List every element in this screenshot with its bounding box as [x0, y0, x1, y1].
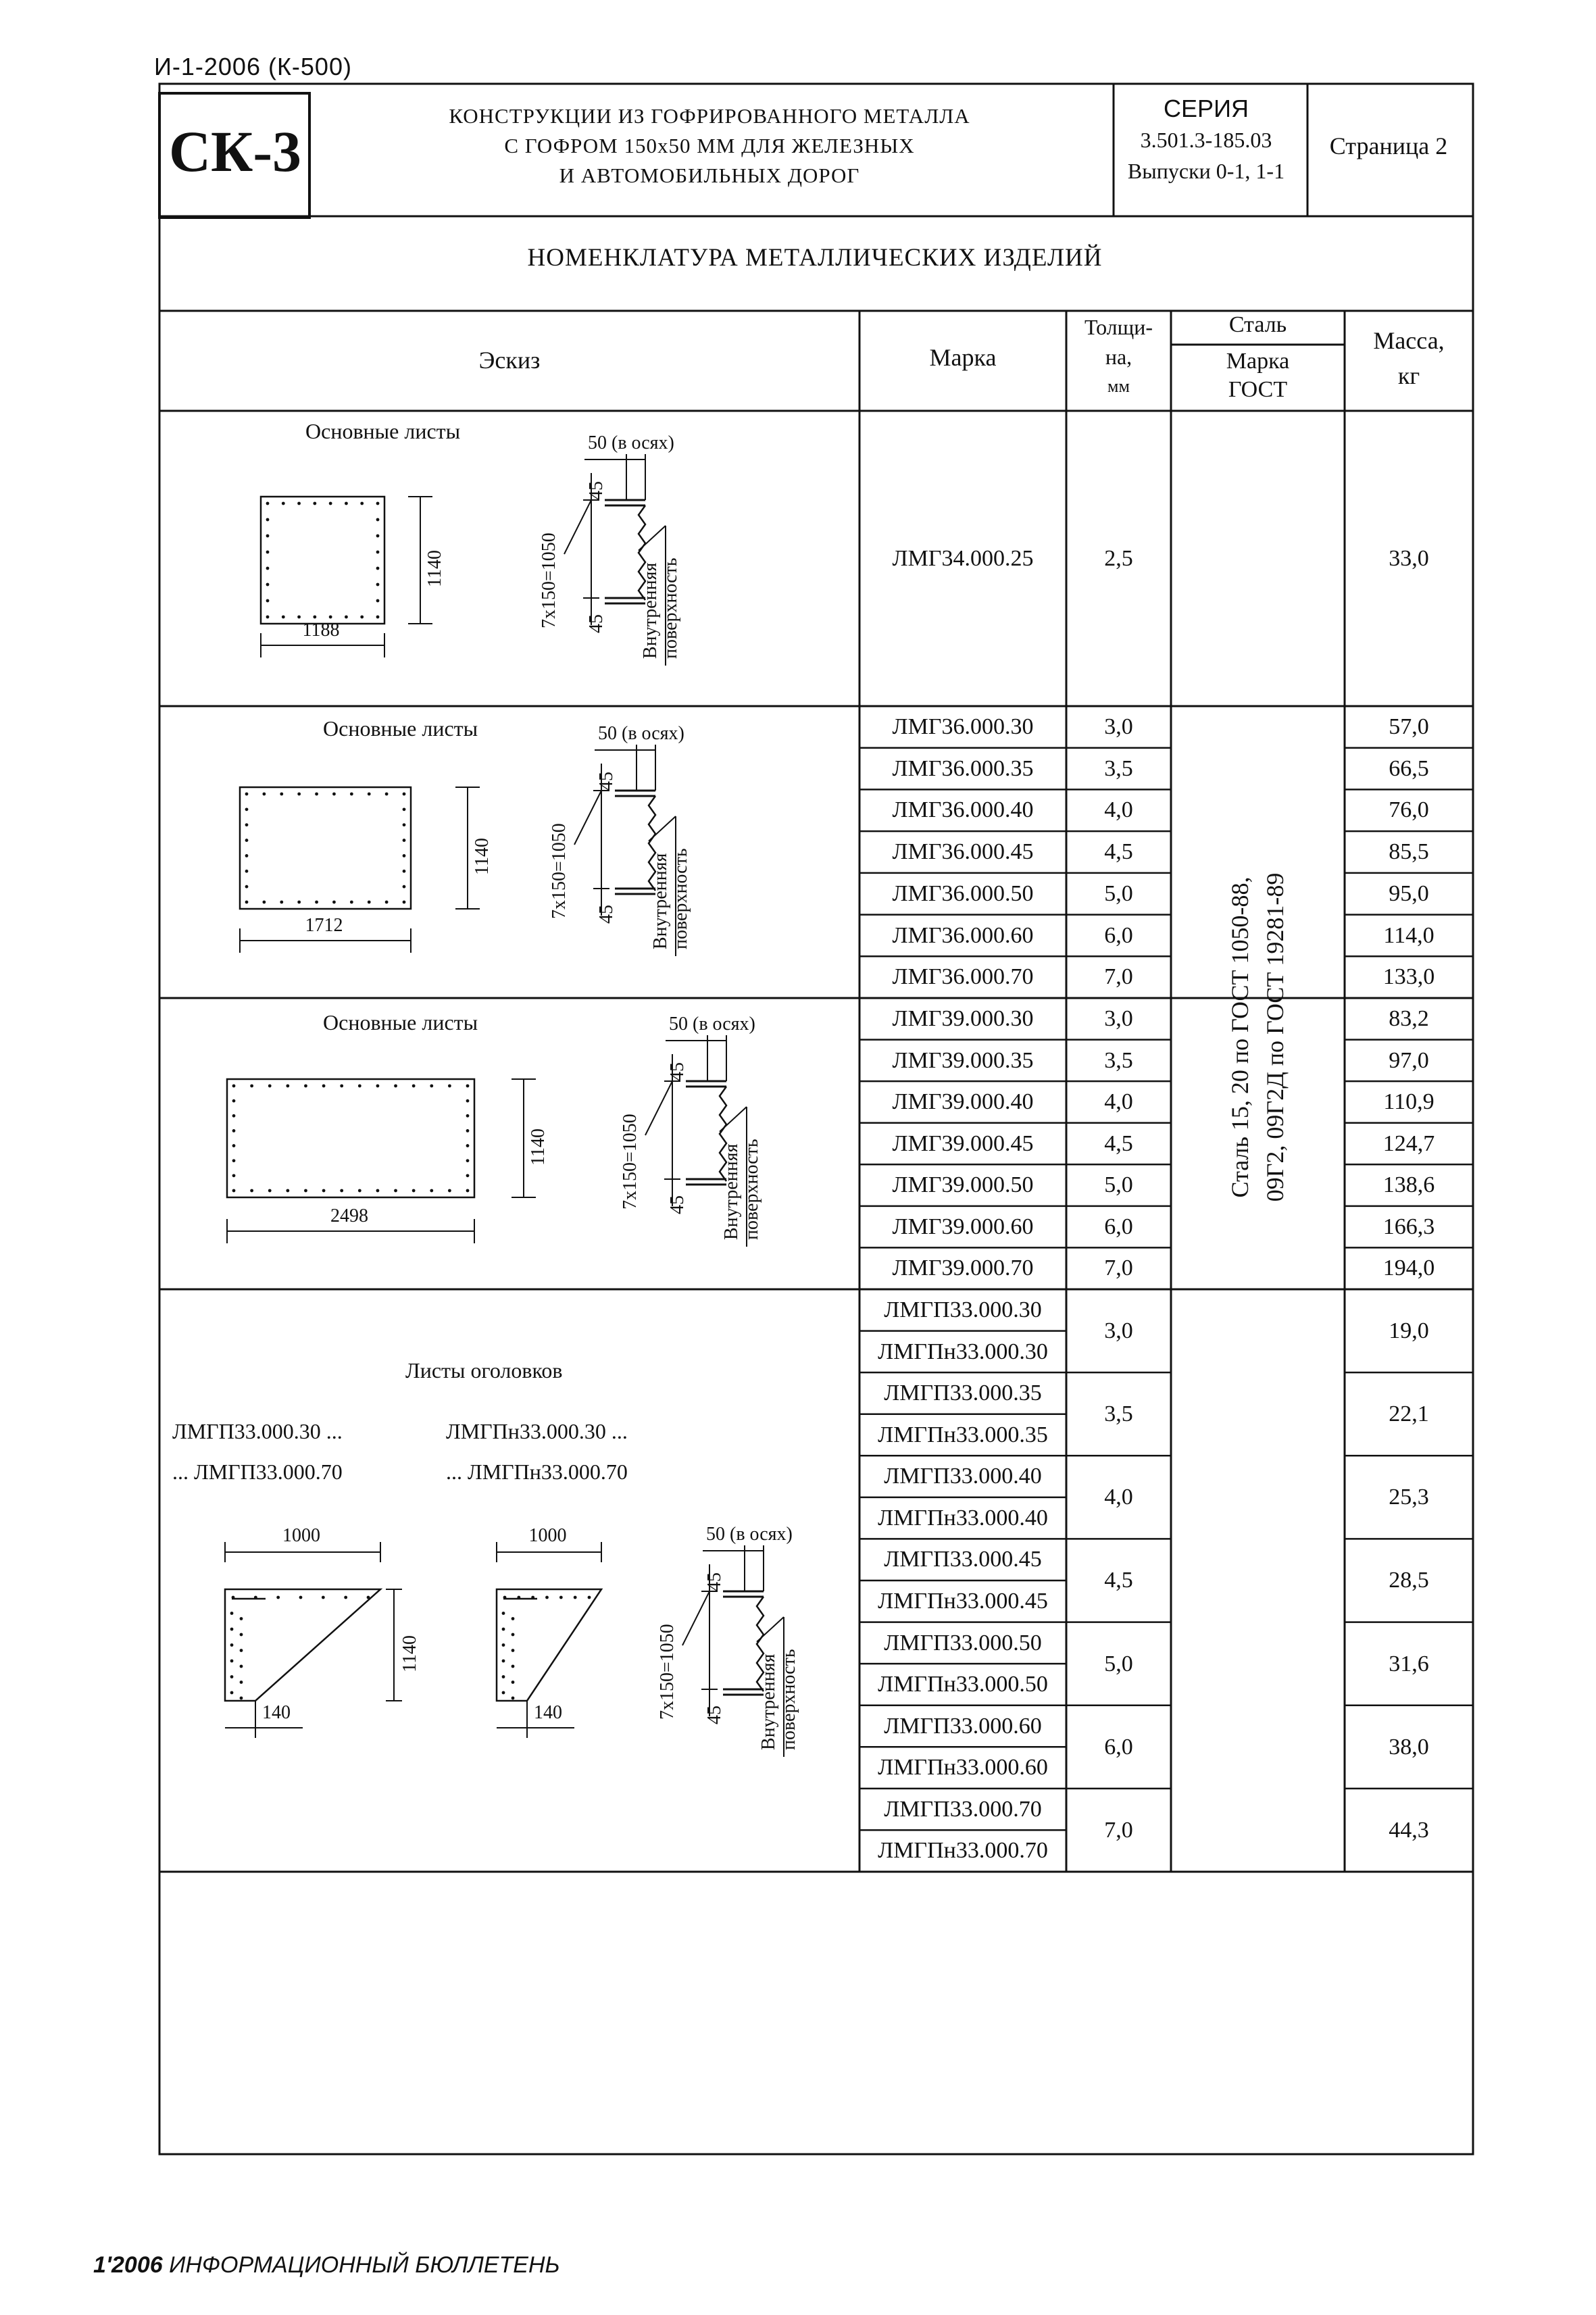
table-cell-thickness: 3,5 [1104, 1401, 1133, 1427]
table-cell-thickness: 5,0 [1104, 1651, 1133, 1676]
profile-edge-label: 45 [596, 772, 617, 791]
profile-pitch-label: 50 (в осях) [598, 723, 684, 744]
table-cell-thickness: 4,5 [1104, 839, 1133, 865]
table-cell-mark: ЛМГ39.000.45 [892, 1130, 1034, 1156]
range-right: ... ЛМГПн33.000.70 [446, 1460, 628, 1484]
range-right: ЛМГПн33.000.30 ... [446, 1419, 628, 1443]
table-cell-thickness: 3,0 [1104, 1318, 1133, 1343]
header-sketch: Эскиз [478, 347, 541, 374]
table-cell-mark: ЛМГП33.000.30 [884, 1297, 1042, 1322]
table-cell-mass: 95,0 [1389, 880, 1429, 906]
header-mark: Марка [929, 344, 997, 371]
stamp-title-line: КОНСТРУКЦИИ ИЗ ГОФРИРОВАННОГО МЕТАЛЛА [449, 104, 970, 128]
header-thickness-line: мм [1107, 376, 1130, 396]
dim-height: 1140 [528, 1128, 549, 1166]
table-cell-thickness: 3,0 [1104, 1006, 1133, 1031]
table-cell-thickness: 3,5 [1104, 755, 1133, 781]
table-cell-mass: 66,5 [1389, 755, 1429, 781]
head-sheet-right [497, 1589, 601, 1701]
profile-span-label: 7х150=1050 [657, 1624, 678, 1720]
table-cell-mark: ЛМГ39.000.60 [892, 1214, 1034, 1239]
profile-pitch-label: 50 (в осях) [706, 1524, 793, 1545]
table-cell-mark: ЛМГПн33.000.35 [878, 1422, 1048, 1447]
profile-edge-label: 45 [586, 614, 607, 633]
table-cell-mark: ЛМГ39.000.50 [892, 1172, 1034, 1198]
header-steel-grade [1171, 347, 1345, 404]
steel-grade-text [1222, 873, 1293, 1202]
table-cell-mass: 194,0 [1382, 1255, 1435, 1281]
table-cell-mark: ЛМГПн33.000.70 [878, 1838, 1048, 1864]
head-sheet-left [225, 1589, 380, 1701]
table-cell-mass: 110,9 [1383, 1089, 1435, 1115]
table-cell-mass: 85,5 [1389, 839, 1429, 865]
table-cell-mass: 133,0 [1382, 964, 1435, 990]
table-cell-mark: ЛМГ36.000.40 [892, 797, 1034, 823]
profile-edge-label: 45 [586, 481, 607, 500]
profile-surface-label: поверхность [741, 1139, 762, 1240]
table-cell-thickness: 3,5 [1104, 1047, 1133, 1073]
table-cell-thickness: 5,0 [1104, 880, 1133, 906]
drawing-code: СК-3 [168, 119, 302, 184]
profile-surface-label: Внутренняя [721, 1143, 742, 1240]
dim-width: 1000 [282, 1525, 320, 1546]
table-cell-mark: ЛМГПн33.000.45 [878, 1589, 1048, 1614]
sketch-title: Основные листы [305, 419, 461, 443]
profile-edge-label: 45 [596, 905, 617, 924]
profile-surface-label: поверхность [670, 848, 691, 949]
header-mass [1345, 323, 1473, 393]
table-cell-thickness: 2,5 [1104, 546, 1133, 571]
table-cell-mass: 28,5 [1389, 1568, 1429, 1593]
document-code: И-1-2006 (К-500) [154, 53, 352, 80]
table-cell-thickness: 7,0 [1104, 1255, 1133, 1281]
table-cell-mark: ЛМГ36.000.70 [892, 964, 1034, 990]
table-cell-mark: ЛМГП33.000.35 [884, 1380, 1042, 1406]
table-cell-mark: ЛМГ36.000.50 [892, 880, 1034, 906]
table-cell-mark: ЛМГПн33.000.30 [878, 1339, 1048, 1364]
table-cell-mark: ЛМГПн33.000.60 [878, 1755, 1048, 1781]
table-cell-mark: ЛМГП33.000.45 [884, 1547, 1042, 1572]
header-mass-line: Масса, [1373, 327, 1445, 354]
bolt-holes [266, 502, 380, 619]
table-cell-mark: ЛМГ39.000.35 [892, 1047, 1034, 1073]
steel-grade-line: 09Г2, 09Г2Д по ГОСТ 19281-89 [1262, 872, 1289, 1202]
bolt-holes [230, 1596, 370, 1700]
table-cell-thickness: 3,0 [1104, 714, 1133, 739]
sketch-title: Листы оголовков [405, 1358, 563, 1383]
header-steel-grade-line: ГОСТ [1228, 377, 1288, 402]
table-cell-mass: 33,0 [1389, 546, 1429, 571]
profile-span-label: 7х150=1050 [620, 1114, 641, 1210]
dim-cut: 140 [262, 1702, 291, 1723]
table-cell-mark: ЛМГ39.000.70 [892, 1255, 1034, 1281]
stamp-title [422, 101, 997, 191]
table-cell-thickness: 4,0 [1104, 1089, 1133, 1115]
dim-height: 1140 [472, 838, 493, 875]
section-title: НОМЕНКЛАТУРА МЕТАЛЛИЧЕСКИХ ИЗДЕЛИЙ [527, 244, 1103, 272]
table-cell-mass: 19,0 [1389, 1318, 1429, 1343]
table-cell-mass: 57,0 [1389, 714, 1429, 739]
profile-edge-label: 45 [667, 1062, 688, 1081]
table-cell-mass: 138,6 [1382, 1172, 1435, 1198]
table-cell-mark: ЛМГПн33.000.40 [878, 1505, 1048, 1530]
series-block [1108, 93, 1304, 186]
sheet-1712 [240, 787, 411, 909]
table-cell-mark: ЛМГП33.000.60 [884, 1713, 1042, 1739]
table-cell-mark: ЛМГП33.000.40 [884, 1464, 1042, 1489]
profile-edge-label: 45 [704, 1706, 725, 1724]
table-cell-mark: ЛМГ36.000.60 [892, 922, 1034, 948]
profile-span-label: 7х150=1050 [539, 532, 559, 628]
table-cell-mark: ЛМГ36.000.30 [892, 714, 1034, 739]
table-cell-mass: 97,0 [1389, 1047, 1429, 1073]
footer [93, 2252, 560, 2279]
page-number: Страница 2 [1329, 132, 1448, 159]
profile-surface-label: Внутренняя [640, 562, 661, 659]
steel-grade-line: Сталь 15, 20 по ГОСТ 1050-88, [1226, 876, 1253, 1198]
table-cell-thickness: 6,0 [1104, 1214, 1133, 1239]
range-left: ЛМГП33.000.30 ... [172, 1419, 343, 1443]
stamp-title-line: С ГОФРОМ 150х50 ММ ДЛЯ ЖЕЛЕЗНЫХ [504, 134, 915, 157]
table-cell-mass: 38,0 [1389, 1734, 1429, 1760]
footer-title: ИНФОРМАЦИОННЫЙ БЮЛЛЕТЕНЬ [169, 2252, 560, 2278]
header-thickness-line: Толщи- [1084, 315, 1153, 339]
table-cell-thickness: 6,0 [1104, 1734, 1133, 1760]
dim-width: 1712 [305, 915, 343, 936]
table-cell-mass: 44,3 [1389, 1817, 1429, 1843]
table-cell-mark: ЛМГП33.000.50 [884, 1630, 1042, 1656]
table-cell-thickness: 4,5 [1104, 1568, 1133, 1593]
bolt-holes [502, 1596, 591, 1700]
profile-pitch-label: 50 (в осях) [588, 432, 674, 453]
header-mass-line: кг [1397, 362, 1420, 389]
dim-width: 2498 [330, 1205, 368, 1226]
series-label: СЕРИЯ [1164, 95, 1249, 122]
profile-surface-label: Внутренняя [650, 853, 671, 949]
profile-surface-label: поверхность [660, 557, 681, 659]
dim-height: 1140 [399, 1635, 420, 1672]
table-cell-thickness: 7,0 [1104, 1817, 1133, 1843]
table-cell-thickness: 6,0 [1104, 922, 1133, 948]
table-cell-thickness: 7,0 [1104, 964, 1133, 990]
table-cell-mark: ЛМГ36.000.45 [892, 839, 1034, 865]
dim-cut: 140 [534, 1702, 562, 1723]
table-cell-mark: ЛМГ39.000.40 [892, 1089, 1034, 1115]
table-cell-mark: ЛМГ39.000.30 [892, 1006, 1034, 1031]
table-cell-mass: 114,0 [1383, 922, 1435, 948]
table-cell-thickness: 4,5 [1104, 1130, 1133, 1156]
dim-height: 1140 [424, 550, 445, 587]
dim-width: 1000 [528, 1525, 567, 1546]
table-cell-mass: 83,2 [1389, 1006, 1429, 1031]
table-cell-mass: 76,0 [1389, 797, 1429, 823]
profile-pitch-label: 50 (в осях) [669, 1014, 755, 1035]
profile-surface-label: поверхность [778, 1649, 799, 1750]
table-cell-mark: ЛМГП33.000.70 [884, 1796, 1042, 1822]
header-steel: Сталь [1228, 312, 1287, 337]
table-cell-mass: 124,7 [1382, 1130, 1435, 1156]
table-cell-thickness: 4,0 [1104, 797, 1133, 823]
series-issues: Выпуски 0-1, 1-1 [1127, 159, 1285, 183]
profile-edge-label: 45 [704, 1572, 725, 1591]
table-cell-mass: 22,1 [1389, 1401, 1429, 1427]
header-thickness-line: на, [1105, 345, 1132, 369]
table-cell-mass: 25,3 [1389, 1485, 1429, 1510]
table-cell-mark: ЛМГ36.000.35 [892, 755, 1034, 781]
sketch-title: Основные листы [323, 1010, 478, 1035]
profile-surface-label: Внутренняя [758, 1653, 779, 1750]
table-cell-thickness: 4,0 [1104, 1485, 1133, 1510]
stamp-title-line: И АВТОМОБИЛЬНЫХ ДОРОГ [559, 164, 860, 187]
table-cell-mark: ЛМГПн33.000.50 [878, 1672, 1048, 1697]
header-steel-grade-line: Марка [1226, 349, 1290, 374]
table-cell-mark: ЛМГ34.000.25 [892, 546, 1034, 571]
bolt-holes [245, 793, 406, 904]
sketch-title: Основные листы [323, 716, 478, 741]
series-number: 3.501.3-185.03 [1140, 128, 1272, 152]
profile-edge-label: 45 [667, 1195, 688, 1214]
header-thickness [1066, 312, 1171, 401]
dim-width: 1188 [302, 620, 340, 641]
profile-span-label: 7х150=1050 [549, 823, 570, 919]
footer-issue: 1'2006 [93, 2252, 163, 2278]
table-cell-mass: 31,6 [1389, 1651, 1429, 1676]
table-cell-thickness: 5,0 [1104, 1172, 1133, 1198]
sheet-1188 [261, 497, 384, 624]
table-cell-mass: 166,3 [1382, 1214, 1435, 1239]
range-left: ... ЛМГП33.000.70 [172, 1460, 343, 1484]
bolt-holes [232, 1085, 470, 1193]
sheet-2498 [227, 1079, 474, 1197]
